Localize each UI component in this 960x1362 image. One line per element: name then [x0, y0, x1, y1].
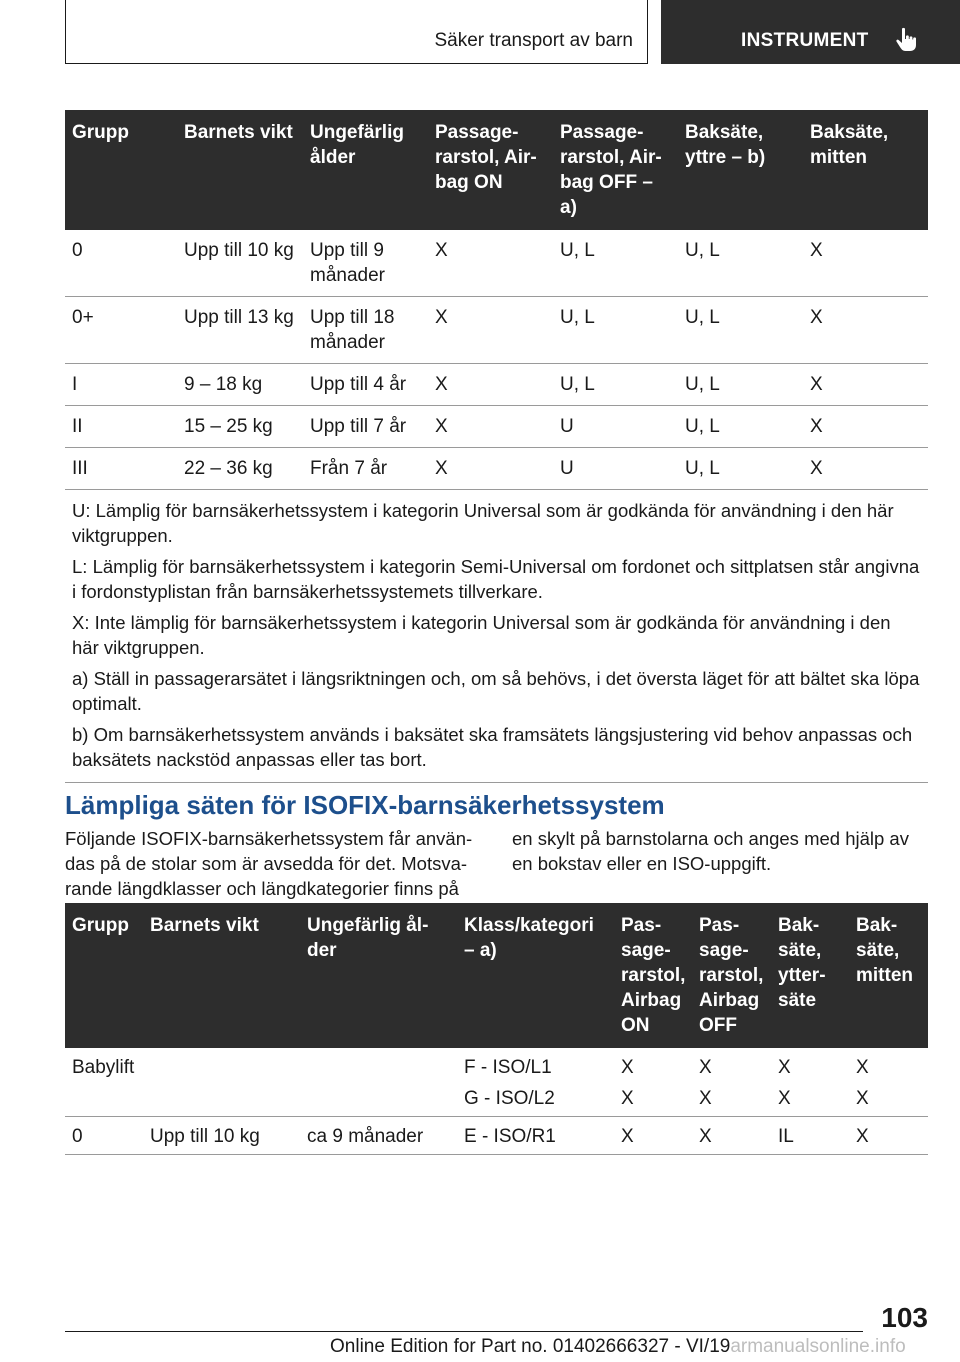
table-cell: Upp till 10 kg	[143, 1117, 300, 1155]
table-row	[65, 1117, 928, 1155]
note-x: X: Inte lämplig för barnsäkerhetssystem i kategorin Universal som är godkända för användning i den här viktgruppen.	[72, 612, 891, 658]
table-cell: Upp till 10 kg	[177, 230, 303, 297]
table-cell: U	[553, 406, 678, 448]
table-header-row	[65, 903, 928, 1048]
column-header: Barnets vikt	[177, 110, 303, 230]
table-row	[65, 1048, 928, 1083]
table-cell: X	[803, 364, 928, 406]
table-cell: X	[692, 1083, 771, 1117]
table-cell: 9 – 18 kg	[177, 364, 303, 406]
table-cell: X	[803, 297, 928, 364]
hand-pointing-icon	[893, 26, 921, 54]
table-cell: 0	[65, 230, 177, 297]
column-header: Baksäte, mitten	[803, 110, 928, 230]
column-header: Ungefärlig ålder	[303, 110, 428, 230]
column-header: Klass/kategori – a)	[457, 903, 614, 1048]
table-cell: Upp till 13 kg	[177, 297, 303, 364]
table-cell: Upp till 18 månader	[303, 297, 428, 364]
table-notes	[65, 490, 928, 783]
table-cell: X	[428, 230, 553, 297]
table-row	[65, 230, 928, 297]
table-cell: U, L	[553, 364, 678, 406]
table-cell: 15 – 25 kg	[177, 406, 303, 448]
table-cell: X	[614, 1083, 692, 1117]
table-cell: F - ISO/L1	[464, 1057, 552, 1078]
header-chapter-title: INSTRUMENT	[741, 30, 869, 51]
table-row	[65, 364, 928, 406]
section-title: Lämpliga säten för ISOFIX-barnsäkerhetssystem	[65, 790, 665, 820]
column-header: Passagerarstol, Airbag ON	[614, 903, 692, 1048]
column-header: Baksäte, yttersäte	[771, 903, 849, 1048]
table-cell: U, L	[678, 297, 803, 364]
page-number: 103	[881, 1302, 928, 1333]
table-cell: U, L	[678, 448, 803, 490]
table-row	[65, 406, 928, 448]
column-header: Baksäte, yttre – b)	[678, 110, 803, 230]
table-cell: X	[428, 406, 553, 448]
header-section-box	[65, 0, 648, 64]
table-cell: G - ISO/L2	[457, 1083, 614, 1117]
column-header: Grupp	[65, 903, 143, 1048]
table-cell: U, L	[678, 406, 803, 448]
table-cell: X	[428, 364, 553, 406]
table-cell: U, L	[553, 230, 678, 297]
table-cell: Upp till 7 år	[303, 406, 428, 448]
table-cell: X	[771, 1083, 849, 1117]
table-cell: X	[614, 1117, 692, 1155]
table-row	[65, 297, 928, 364]
table-cell: X	[803, 406, 928, 448]
header-chapter-box	[661, 0, 960, 64]
note-l: L: Lämplig för barnsäkerhetssystem i kategorin Semi-Universal om fordonet och sittplatsen står angivna i fordonstyplistan från barnsäkerhetssystemets tillverkare.	[72, 556, 920, 602]
table-cell: Från 7 år	[303, 448, 428, 490]
column-header: Baksäte, mitten	[849, 903, 928, 1048]
column-header: Passagerarstol, Airbag OFF	[692, 903, 771, 1048]
table-cell: 0+	[65, 297, 177, 364]
section-intro-left: Följande ISOFIX-barnsäkerhetssystem får användas på de stolar som är avsedda för det. Motsvarande längdklasser och längdkategorier finns på	[65, 828, 473, 899]
column-header: Passagerarstol, Airbag ON	[428, 110, 553, 230]
note-b: b) Om barnsäkerhetssystem används i baksätet ska framsätets längsjustering vid behov anpassas och baksätets nackstöd anpassas eller tas bort.	[72, 724, 913, 770]
section-intro-right: en skylt på barnstolarna och anges med hjälp av en bokstav eller en ISO-uppgift.	[512, 828, 909, 874]
table-cell: 0	[65, 1117, 143, 1155]
table-header-row	[65, 110, 928, 230]
header-section-title: Säker transport av barn	[434, 30, 633, 51]
table-cell: X	[849, 1083, 928, 1117]
table-cell: X	[621, 1057, 634, 1078]
column-header: Barnets vikt	[143, 903, 300, 1048]
column-header: Passagerarstol, Airbag OFF – a)	[553, 110, 678, 230]
edition-text: Online Edition for Part no. 01402666327 - VI/19	[330, 1336, 731, 1357]
table-cell: Babylift	[65, 1048, 143, 1117]
table-cell: Upp till 4 år	[303, 364, 428, 406]
table-row	[65, 448, 928, 490]
table-cell: X	[428, 448, 553, 490]
note-a: a) Ställ in passagerarsätet i längsriktningen och, om så behövs, i det översta läget för att bältet ska löpa optimalt.	[72, 668, 920, 714]
column-header: Ungefärlig ålder	[300, 903, 457, 1048]
child-seat-group-table	[65, 110, 928, 783]
table-cell: X	[428, 297, 553, 364]
table-cell	[300, 1048, 457, 1117]
table-cell: II	[65, 406, 177, 448]
table-cell: X	[692, 1117, 771, 1155]
table-cell: III	[65, 448, 177, 490]
footer-divider	[65, 1331, 863, 1332]
table-cell: X	[856, 1057, 869, 1078]
column-header: Grupp	[65, 110, 177, 230]
table-cell	[143, 1048, 300, 1117]
table-cell: U	[553, 448, 678, 490]
table-cell: U, L	[678, 230, 803, 297]
table-cell: U, L	[553, 297, 678, 364]
table-cell: X	[803, 230, 928, 297]
table-cell: U, L	[678, 364, 803, 406]
table-cell: 22 – 36 kg	[177, 448, 303, 490]
table-cell: X	[778, 1057, 791, 1078]
note-u: U: Lämplig för barnsäkerhetssystem i kategorin Universal som är godkända för användning i den här viktgruppen.	[72, 500, 894, 546]
table-cell: ca 9 månader	[300, 1117, 457, 1155]
footer	[330, 1336, 906, 1358]
table-cell: X	[803, 448, 928, 490]
watermark: armanualsonline.info	[730, 1336, 906, 1357]
table-cell: X	[699, 1057, 712, 1078]
table-cell: IL	[771, 1117, 849, 1155]
table-cell: I	[65, 364, 177, 406]
table-cell: Upp till 9 månader	[303, 230, 428, 297]
table-cell: X	[849, 1117, 928, 1155]
table-cell: E - ISO/R1	[457, 1117, 614, 1155]
isofix-seat-table	[65, 903, 928, 1155]
table-notes-row	[65, 490, 928, 783]
